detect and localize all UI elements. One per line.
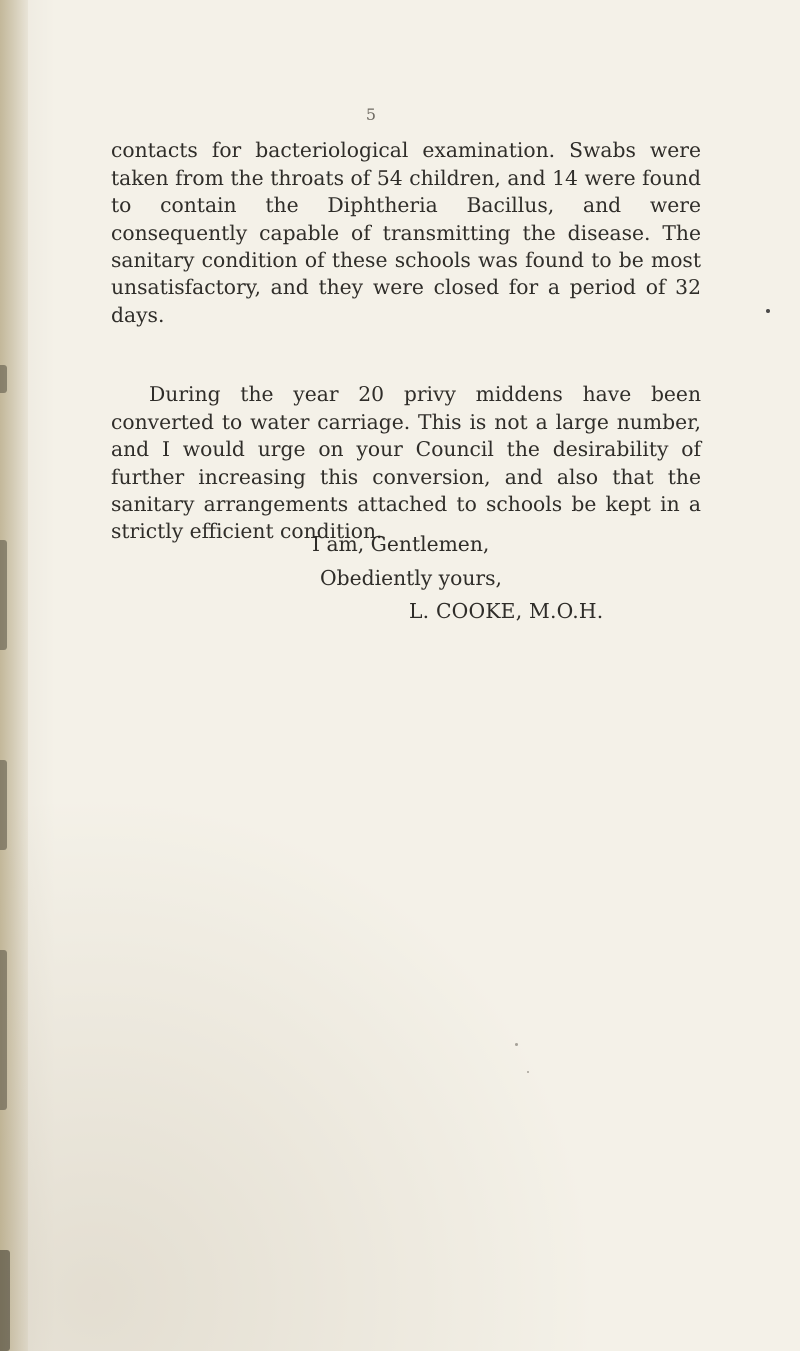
- paper-speck: [766, 309, 770, 313]
- signature-closing: Obediently yours,: [320, 566, 502, 590]
- binding-mark: [0, 540, 7, 650]
- paper-speck: [527, 1071, 529, 1073]
- binding-mark: [0, 760, 7, 850]
- page-number: 5: [365, 105, 377, 124]
- body-paragraph-1: contacts for bacteriological examination. Swabs were taken from the throats of 54 children, and 14 were found to contain the Diphtheria Bacillus, and were consequently capable of transmitting the disease. The sanitary condition of these schools was found to be most unsatisfactory, and they were closed for a period of 32 days.: [111, 138, 701, 327]
- binding-gutter-shadow: [0, 0, 28, 1351]
- signature-name: L. COOKE, M.O.H.: [409, 599, 604, 623]
- signature-salutation: I am, Gentlemen,: [312, 532, 490, 556]
- body-paragraph-2: During the year 20 privy middens have been converted to water carriage. This is not a large number, and I would urge on your Council the desirability of further increasing this conversion, and also that the sanitary arrangements attached to schools be kept in a strictly efficient condition.: [111, 382, 701, 544]
- binding-mark: [0, 1250, 10, 1351]
- binding-mark: [0, 365, 7, 393]
- binding-mark: [0, 950, 7, 1110]
- paper-speck: [515, 1043, 518, 1046]
